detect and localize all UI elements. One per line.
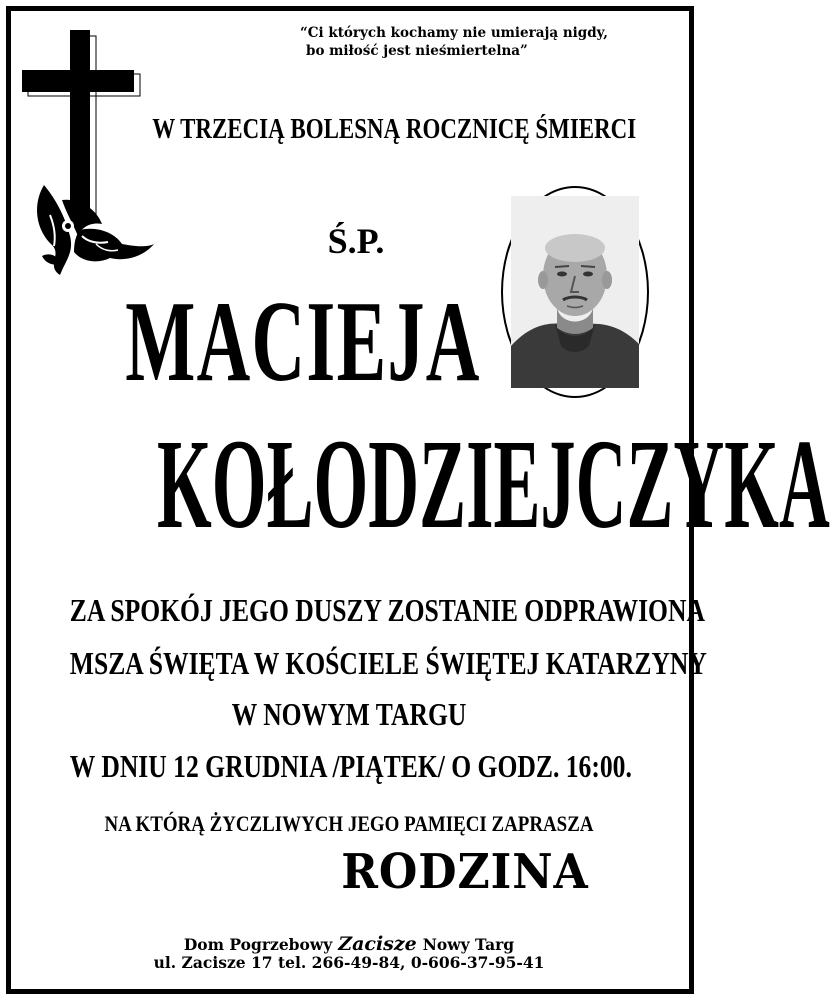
- funeral-home-address: ul. Zacisze 17 tel. 266-49-84, 0-606-37-95-41: [153, 953, 545, 972]
- funeral-home-prefix: Dom Pogrzebowy: [183, 935, 333, 954]
- portrait-photo: [501, 186, 649, 398]
- anniversary-headline: W TRZECIĄ BOLESNĄ ROCZNICĘ ŚMIERCI: [152, 114, 637, 145]
- funeral-home-logo: Zacisze: [338, 933, 417, 955]
- cross-with-flowers-icon: [22, 30, 162, 280]
- portrait-image: [511, 196, 639, 388]
- mass-line-3: W NOWYM TARGU: [231, 696, 467, 732]
- mass-line-1: ZA SPOKÓJ JEGO DUSZY ZOSTANIE ODPRAWIONA: [69, 592, 705, 628]
- last-name: KOŁODZIEJCZYKA: [157, 413, 830, 555]
- swietej-pamieci-prefix: Ś.P.: [327, 221, 385, 261]
- quote-line-1: “Ci których kochamy nie umierają nigdy,: [300, 25, 608, 41]
- invitation-line: NA KTÓRĄ ŻYCZLIWYCH JEGO PAMIĘCI ZAPRASZA: [104, 811, 594, 836]
- funeral-home-city: Nowy Targ: [422, 935, 515, 954]
- family-signature: RODZINA: [341, 844, 589, 900]
- quote-line-2: bo miłość jest nieśmiertelna”: [306, 43, 528, 59]
- mass-line-2: MSZA ŚWIĘTA W KOŚCIELE ŚWIĘTEJ KATARZYNY: [69, 645, 707, 681]
- first-name: MACIEJA: [125, 278, 481, 406]
- mass-date-line: W DNIU 12 GRUDNIA /PIĄTEK/ O GODZ. 16:00.: [69, 748, 632, 784]
- funeral-home-line: [0, 933, 698, 955]
- quote: [300, 24, 680, 60]
